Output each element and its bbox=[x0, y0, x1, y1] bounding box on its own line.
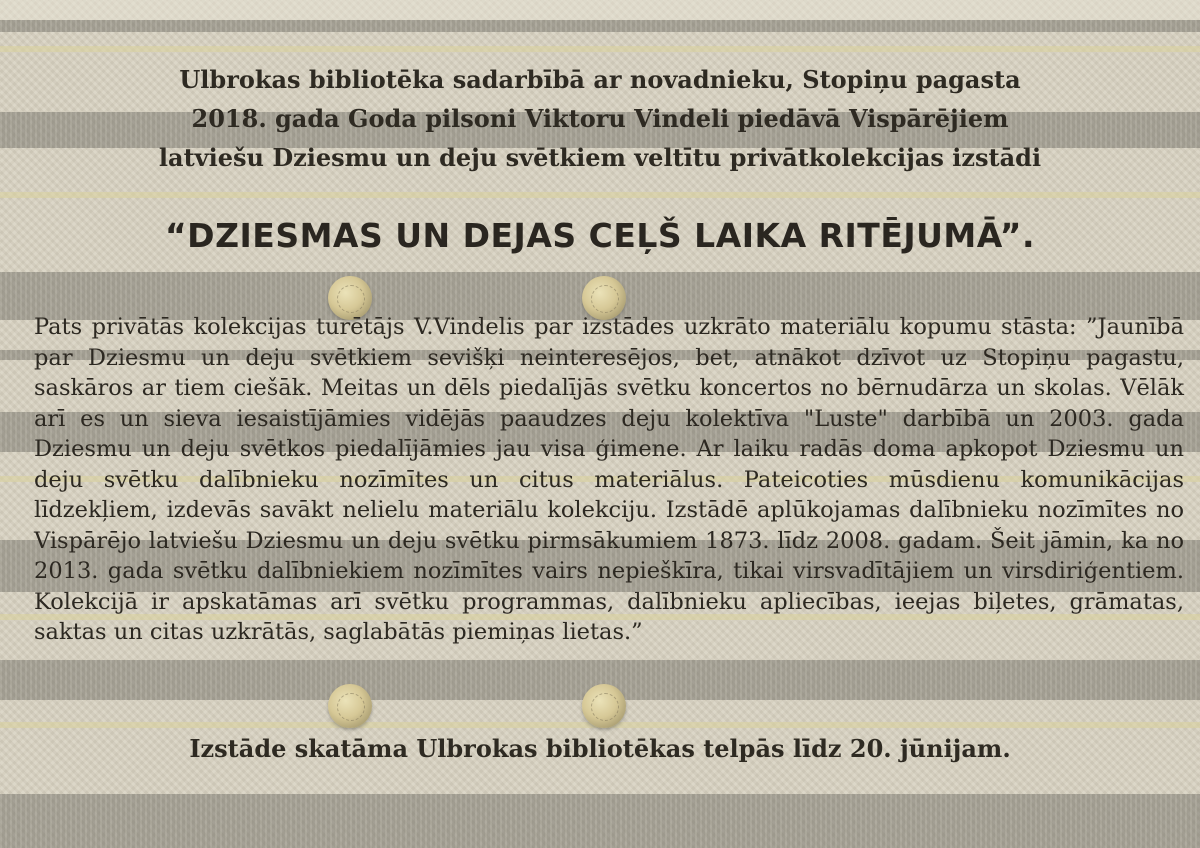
intro-heading bbox=[100, 60, 1100, 177]
intro-line-1: Ulbrokas bibliotēka sadarbībā ar novadnieku, Stopiņu pagasta bbox=[179, 65, 1021, 94]
intro-line-3: latviešu Dziesmu un deju svētkiem veltītu privātkolekcijas izstādi bbox=[158, 143, 1042, 172]
intro-line-2: 2018. gada Goda pilsoni Viktoru Vindeli piedāvā Vispārējiem bbox=[191, 104, 1009, 133]
exhibition-title: “DZIESMAS UN DEJAS CEĻŠ LAIKA RITĒJUMĀ”. bbox=[164, 216, 1036, 255]
exhibition-dates: Izstāde skatāma Ulbrokas bibliotēkas telpās līdz 20. jūnijam. bbox=[189, 734, 1011, 763]
body-paragraph: Pats privātās kolekcijas turētājs V.Vindelis par izstādes uzkrāto materiālu kopumu stāsta: ”Jaunībā par Dziesmu un deju svētkiem sevišķi neinteresējos, bet, atnākot dzīvot uz Stopiņu pagastu, saskāros ar tiem ciešāk. Meitas un dēls piedalījās svētku koncertos no bērnudārza un skolas. Vēlāk arī es un sieva iesaistījāmies vidējās paaudzes deju kolektīva "Luste" darbībā un 2003. gada Dziesmu un deju svētkos piedalījāmies jau visa ģimene. Ar laiku radās doma apkopot Dziesmu un deju svētku dalībnieku nozīmītes un citus materiālus. Pateicoties mūsdienu komunikācijas līdzekļiem, izdevās savākt nelielu materiālu kolekciju. Izstādē aplūkojamas dalībnieku nozīmītes no Vispārējo latviešu Dziesmu un deju svētku pirmsākumiem 1873. līdz 2008. gadam. Šeit jāmin, ka no 2013. gada svētku dalībniekiem nozīmītes vairs nepieškīra, tikai virsvadītājiem un virsdiriģentiem. Kolekcijā ir apskatāmas arī svētku programmas, dalībnieku apliecības, ieejas biļetes, grāmatas, saktas un citas uzkrātās, saglabātās piemiņas lietas.” bbox=[34, 314, 1184, 645]
